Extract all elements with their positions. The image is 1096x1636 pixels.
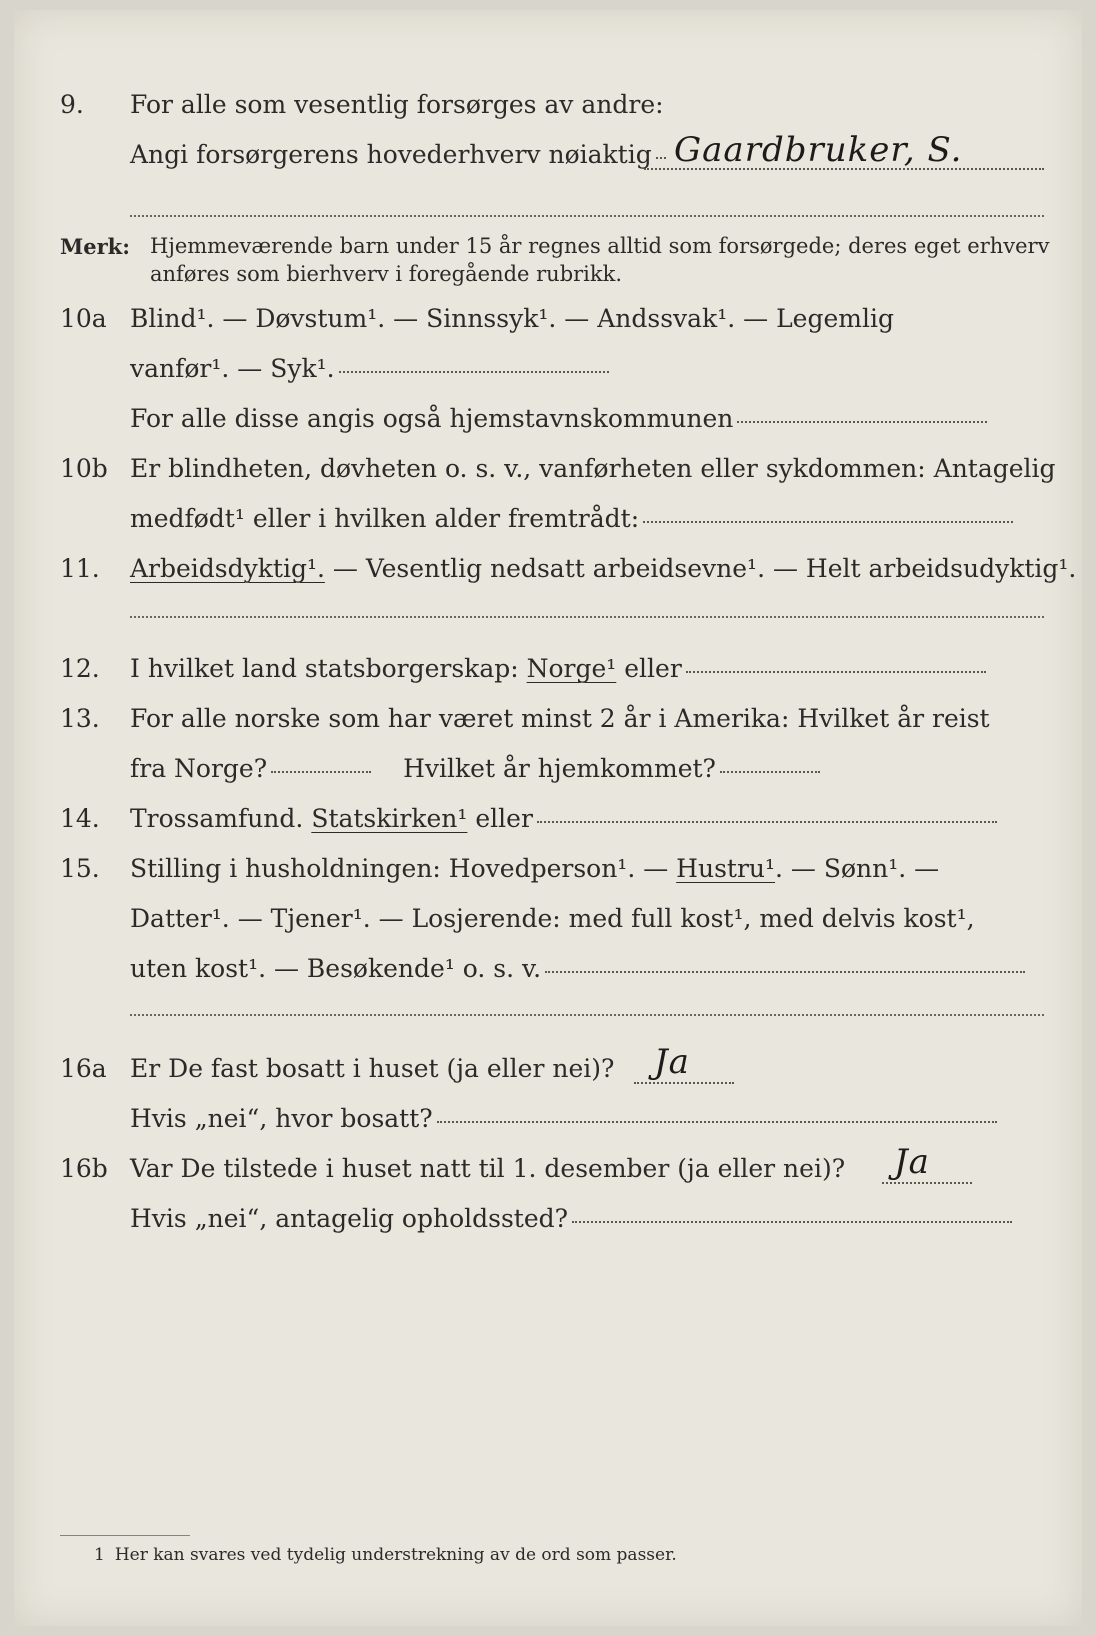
merk-line-2: anføres som bierhverv i foregående rubrikk. xyxy=(150,262,623,286)
q10a-line-3: For alle disse angis også hjemstavnskommunen xyxy=(130,404,734,433)
q14-number: 14. xyxy=(60,804,100,833)
q16a-answer[interactable]: Ja xyxy=(654,1042,690,1082)
q16a-line-2: Hvis „nei“, hvor bosatt? xyxy=(130,1104,433,1133)
q10b-number: 10b xyxy=(60,454,108,483)
footnote xyxy=(94,1545,677,1565)
q16b-line-2: Hvis „nei“, antagelig opholdssted? xyxy=(130,1204,569,1233)
footnote-mark: 1 xyxy=(94,1545,105,1565)
q12-text: I hvilket land statsborgerskap: xyxy=(130,654,527,683)
merk-label: Merk: xyxy=(60,234,130,259)
q12-norge-underlined: Norge¹ xyxy=(526,654,617,683)
merk-line-1: Hjemmeværende barn under 15 år regnes alltid som forsørgede; deres eget erhverv xyxy=(150,234,1050,258)
q10a-line-2: vanfør¹. — Syk¹. xyxy=(130,354,335,383)
q14-statskirken-underlined: Statskirken¹ xyxy=(311,804,468,833)
q15-line-1a: Stilling i husholdningen: Hovedperson¹. — xyxy=(130,854,677,883)
q15-number: 15. xyxy=(60,854,100,883)
q16b-answer[interactable]: Ja xyxy=(894,1142,930,1182)
q9-answer[interactable]: Gaardbruker, S. xyxy=(674,130,963,170)
census-form-page xyxy=(14,10,1082,1626)
q16b-line-1: Var De tilstede i huset natt til 1. desember (ja eller nei)? xyxy=(130,1154,846,1183)
q9-line-2: Angi forsørgerens hovederhverv nøiaktig xyxy=(130,140,652,169)
q9-extra-line xyxy=(130,215,1044,217)
footnote-text: Her kan svares ved tydelig understrekning av de ord som passer. xyxy=(114,1545,677,1565)
q13-number: 13. xyxy=(60,704,100,733)
q13-line-2b: Hvilket år hjemkommet? xyxy=(403,754,716,783)
q15-line-1c: . — Sønn¹. — xyxy=(775,854,940,883)
footnote-rule xyxy=(60,1535,190,1536)
q9-line-1: For alle som vesentlig forsørges av andre: xyxy=(130,90,664,119)
q11-number: 11. xyxy=(60,554,100,583)
q10a-number: 10a xyxy=(60,304,107,333)
q15-hustru-underlined: Hustru¹ xyxy=(676,854,776,883)
q10b-line-1: Er blindheten, døvheten o. s. v., vanførheten eller sykdommen: Antagelig xyxy=(130,454,1056,483)
q15-extra-line xyxy=(130,1014,1044,1016)
q9-number: 9. xyxy=(60,90,84,119)
q11-rest: — Vesentlig nedsatt arbeidsevne¹. — Helt arbeidsudyktig¹. xyxy=(324,554,1077,583)
q11-arbeidsdyktig-underlined: Arbeidsdyktig¹. xyxy=(130,554,325,583)
q16a-line-1: Er De fast bosatt i huset (ja eller nei)? xyxy=(130,1054,615,1083)
q14-text: Trossamfund. xyxy=(130,804,312,833)
q15-line-2: Datter¹. — Tjener¹. — Losjerende: med full kost¹, med delvis kost¹, xyxy=(130,904,975,933)
q10a-line-1: Blind¹. — Døvstum¹. — Sinnssyk¹. — Andssvak¹. — Legemlig xyxy=(130,304,894,333)
q12-number: 12. xyxy=(60,654,100,683)
q13-line-1: For alle norske som har været minst 2 år i Amerika: Hvilket år reist xyxy=(130,704,990,733)
q12-eller: eller xyxy=(616,654,682,683)
q11-extra-line xyxy=(130,616,1044,618)
q16a-number: 16a xyxy=(60,1054,107,1083)
q15-line-3: uten kost¹. — Besøkende¹ o. s. v. xyxy=(130,954,542,983)
q14-eller: eller xyxy=(467,804,533,833)
q10b-line-2: medfødt¹ eller i hvilken alder fremtrådt: xyxy=(130,504,640,533)
q16b-number: 16b xyxy=(60,1154,108,1183)
q13-line-2a: fra Norge? xyxy=(130,754,268,783)
